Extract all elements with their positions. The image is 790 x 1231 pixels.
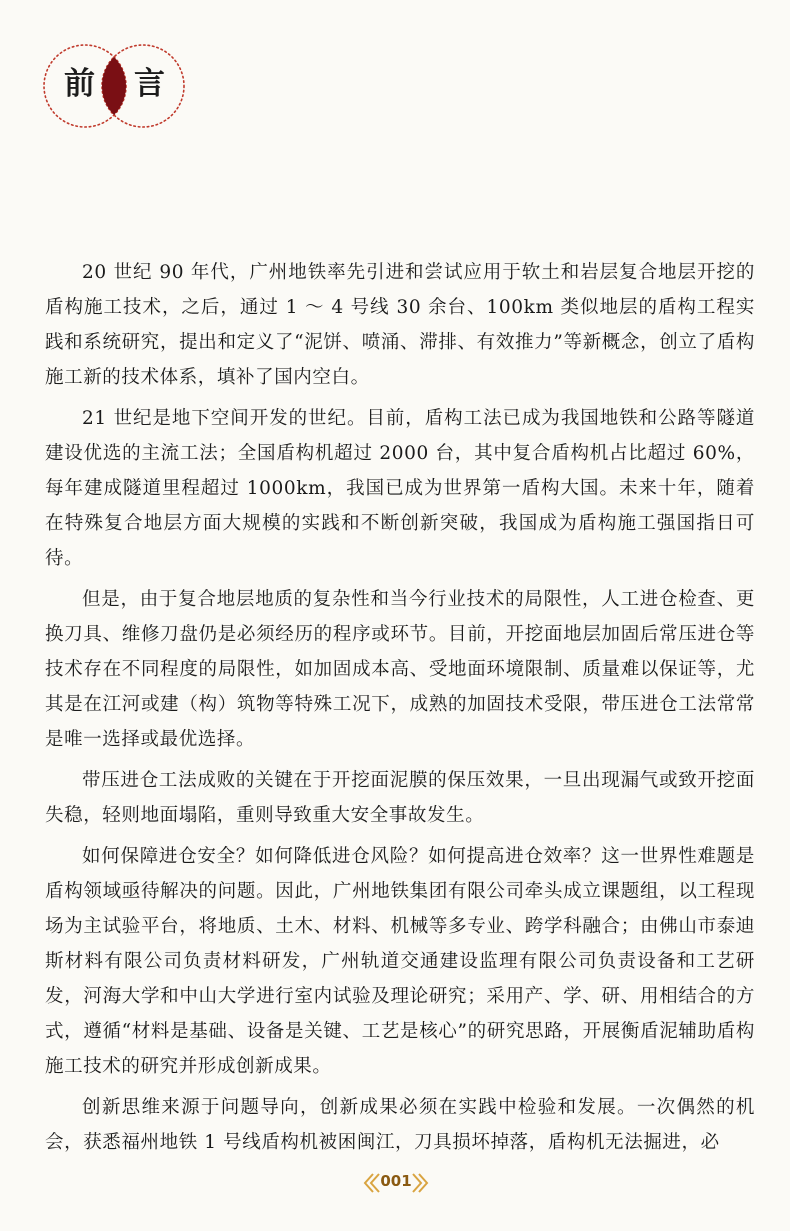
paragraph-2: 21 世纪是地下空间开发的世纪。目前，盾构工法已成为我国地铁和公路等隧道建设优选的主流工法；全国盾构机超过 2000 台，其中复合盾构机占比超过 60%，每年建成隧道里程超过 1000km，我国已成为世界第一盾构大国。未来十年，随着在特殊复合地层方面大规模的实践和不断创新突破，我国成为盾构施工强国指日可待。 <box>45 408 755 569</box>
title-char-1: 前 <box>64 66 95 102</box>
page-number-badge <box>360 1168 432 1198</box>
page-number: 001 <box>380 1172 412 1190</box>
paragraph-6: 创新思维来源于问题导向，创新成果必须在实践中检验和发展。一次偶然的机会，获悉福州地铁 1 号线盾构机被困闽江，刀具损坏掉落，盾构机无法掘进，必 <box>45 1097 755 1153</box>
paragraph-4: 带压进仓工法成败的关键在于开挖面泥膜的保压效果，一旦出现漏气或致开挖面失稳，轻则地面塌陷，重则导致重大安全事故发生。 <box>45 770 755 826</box>
double-circle-ornament <box>40 42 188 130</box>
paragraph-5: 如何保障进仓安全？如何降低进仓风险？如何提高进仓效率？这一世界性难题是盾构领域亟待解决的问题。因此，广州地铁集团有限公司牵头成立课题组，以工程现场为主试验平台，将地质、土木、材料、机械等多专业、跨学科融合；由佛山市泰迪斯材料有限公司负责材料研发，广州轨道交通建设监理有限公司负责设备和工艺研发，河海大学和中山大学进行室内试验及理论研究；采用产、学、研、用相结合的方式，遵循“材料是基础、设备是关键、工艺是核心”的研究思路，开展衡盾泥辅助盾构施工技术的研究并形成创新成果。 <box>45 846 755 1077</box>
paragraph-1: 20 世纪 90 年代，广州地铁率先引进和尝试应用于软土和岩层复合地层开挖的盾构施工技术，之后，通过 1 ～ 4 号线 30 余台、100km 类似地层的盾构工程实践和系统研究，提出和定义了“泥饼、喷涌、滞排、有效推力”等新概念，创立了盾构施工新的技术体系，填补了国内空白。 <box>45 262 755 388</box>
preface-title-badge <box>40 42 188 130</box>
title-char-2: 言 <box>134 66 165 102</box>
preface-body <box>45 255 755 1166</box>
paragraph-3: 但是，由于复合地层地质的复杂性和当今行业技术的局限性，人工进仓检查、更换刀具、维修刀盘仍是必须经历的程序或环节。目前，开挖面地层加固后常压进仓等技术存在不同程度的局限性，如加固成本高、受地面环境限制、质量难以保证等，尤其是在江河或建（构）筑物等特殊工况下，成熟的加固技术受限，带压进仓工法常常是唯一选择或最优选择。 <box>45 589 755 750</box>
